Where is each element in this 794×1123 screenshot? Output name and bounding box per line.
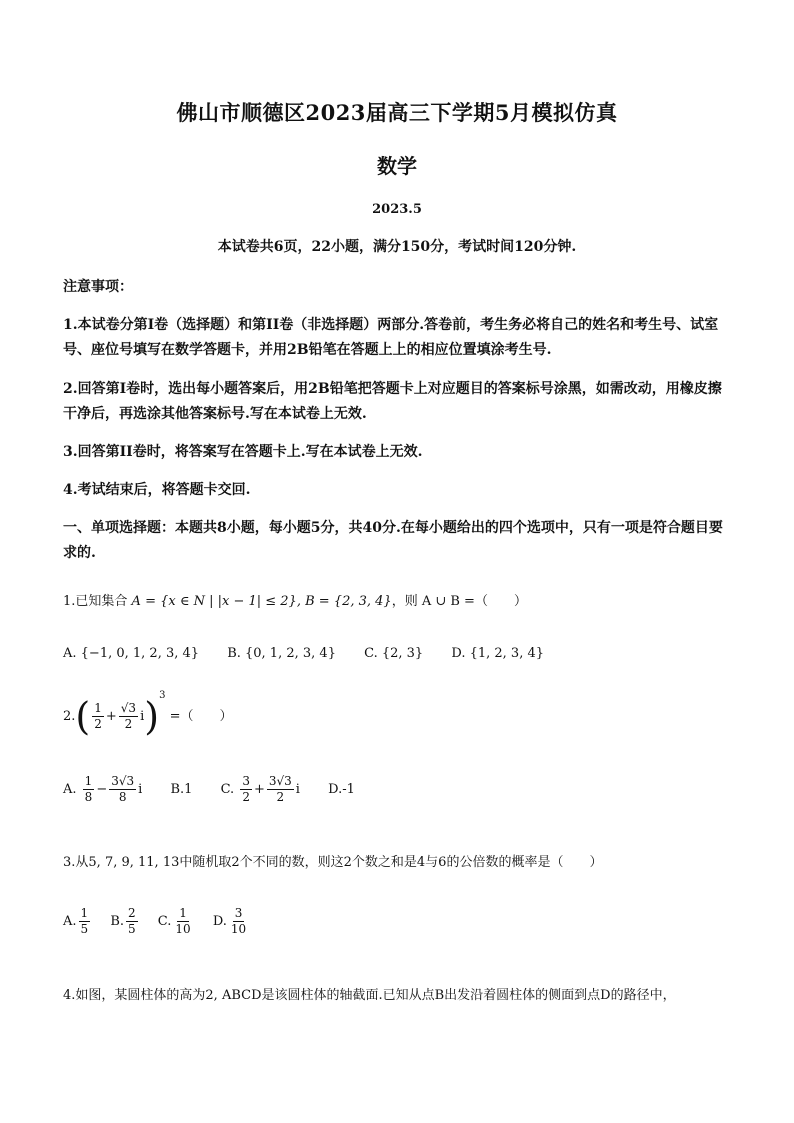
q1-option-d[interactable]: D. {1, 2, 3, 4} [451, 646, 545, 661]
right-paren-glyph: ) [144, 694, 160, 739]
q3-option-d[interactable]: D. $\frac{3}{10}$ [212, 906, 247, 936]
q1-set-b: , B = {2, 3, 4} [296, 594, 392, 609]
question-3: 3.从5, 7, 9, 11, 13中随机取2个不同的数，则这2个数之和是4与6的公倍数的概率是（ ） [63, 855, 603, 870]
q2-suffix: =（ ） [169, 709, 233, 724]
q2-number: 2. [63, 709, 76, 724]
q3-option-c[interactable]: C. $\frac{1}{10}$ [157, 906, 191, 936]
question-4: 4.如图，某圆柱体的高为2, ABCD是该圆柱体的轴截面.已知从点B出发沿着圆柱体的侧面到点D的路径中， [63, 988, 676, 1003]
exam-info: 本试卷共6页，22小题，满分150分，考试时间120分钟. [217, 239, 577, 255]
notice-item-3: 3.回答第II卷时，将答案写在答题卡上.写在本试卷上无效. [63, 444, 423, 460]
q2-option-d[interactable]: D.-1 [328, 782, 355, 797]
q1-stem-suffix: ，则 A ∪ B =（ ） [391, 594, 527, 609]
q1-option-b[interactable]: B. {0, 1, 2, 3, 4} [227, 646, 336, 661]
q2-power: 3 [159, 690, 166, 701]
q1-set-a: A = {x ∈ N | |x − 1| ≤ 2} [131, 594, 297, 609]
left-paren-glyph: ( [75, 694, 91, 739]
q3-option-b[interactable]: B. $\frac{2}{5}$ [110, 906, 136, 936]
q2-option-c[interactable]: C. $\frac{3}{2}$ + $\frac{3√3}{2}$ i [220, 774, 300, 804]
q1-option-a[interactable]: A. {−1, 0, 1, 2, 3, 4} [63, 646, 200, 661]
q1-option-c[interactable]: C. {2, 3} [364, 646, 424, 661]
q2-root-fraction: $\frac{√3}{2}$ [120, 701, 137, 731]
question-3-options [63, 906, 264, 937]
q2-option-b[interactable]: B.1 [170, 782, 193, 797]
notice-heading: 注意事项： [63, 279, 133, 295]
section-heading: 一、单项选择题：本题共8小题，每小题5分，共40分.在每小题给出的四个选项中，只有一项是符合题目要求的. [63, 520, 723, 561]
exam-subject: 数学 [377, 154, 417, 178]
question-2: 2.( $\frac{1}{2}$ + $\frac{√3}{2}$ i)$^3$ =（ ） [63, 690, 233, 739]
exam-title: 佛山市顺德区2023届高三下学期5月模拟仿真 [176, 100, 618, 125]
question-1 [63, 590, 527, 609]
question-1-options [63, 646, 568, 661]
q2-imag: i [140, 709, 145, 724]
question-2-options [63, 774, 379, 805]
q1-stem-prefix: 1.已知集合 [63, 594, 128, 609]
q2-half-fraction: $\frac{1}{2}$ [94, 701, 102, 731]
q3-option-a[interactable]: A. $\frac{1}{5}$ [63, 906, 89, 936]
q2-option-a[interactable]: A. $\frac{1}{8}$ − $\frac{3√3}{8}$ i [63, 774, 143, 804]
notice-item-4: 4.考试结束后，将答题卡交回. [63, 482, 251, 498]
notice-item-2: 2.回答第I卷时，选出每小题答案后，用2B铅笔把答题卡上对应题目的答案标号涂黑，如需改动，用橡皮擦干净后，再选涂其他答案标号.写在本试卷上无效. [63, 381, 722, 422]
exam-date: 2023.5 [372, 202, 422, 217]
notice-item-1: 1.本试卷分第I卷（选择题）和第II卷（非选择题）两部分.答卷前，考生务必将自己的姓名和考生号、试室号、座位号填写在数学答题卡，并用2B铅笔在答题上上的相应位置填涂考生号. [63, 317, 719, 358]
